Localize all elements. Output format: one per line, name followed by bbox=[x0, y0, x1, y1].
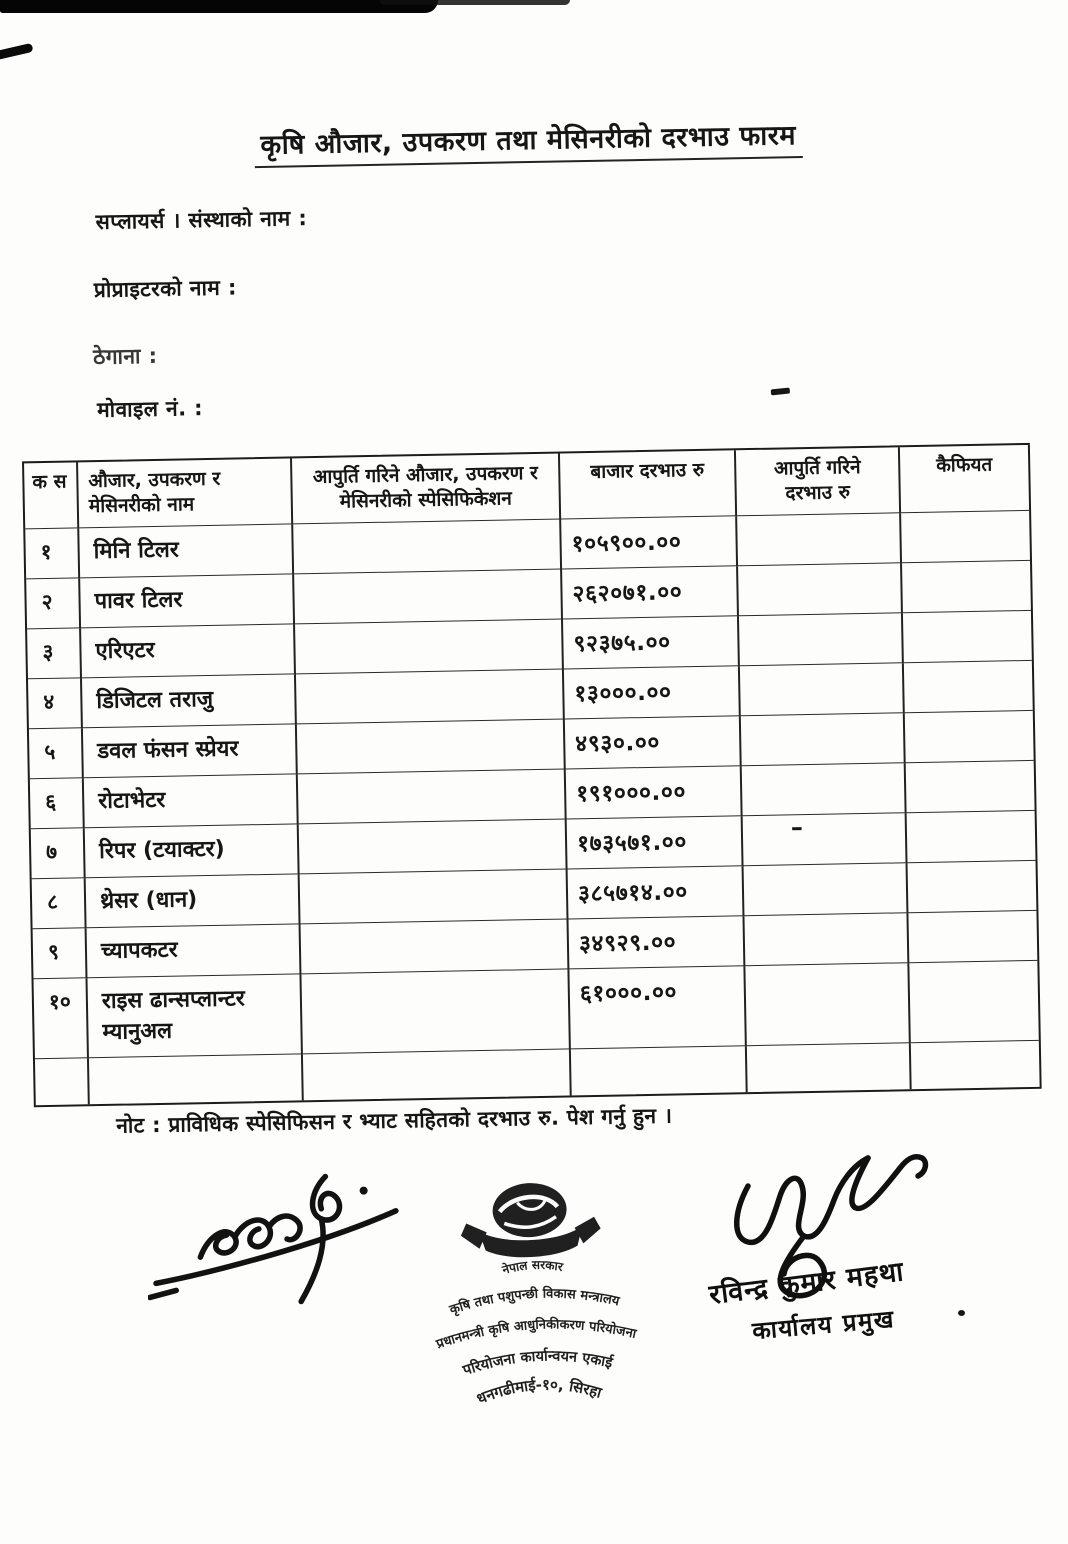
cell-item-name: डवल फंसन स्प्रेयर bbox=[83, 724, 298, 778]
cell-market-rate: ३८५७१४.०० bbox=[568, 866, 745, 919]
cell-remarks bbox=[909, 961, 1038, 1043]
nepal-emblem-icon bbox=[458, 1179, 602, 1260]
signatory-designation: कार्यालय प्रमुख bbox=[751, 1304, 896, 1346]
cell-item-name: डिजिटल तराजु bbox=[82, 674, 297, 728]
cell-market-rate: ४९३०.०० bbox=[565, 716, 742, 769]
cell-market-rate: १७३५७१.०० bbox=[567, 816, 744, 869]
cell-market-rate bbox=[571, 1046, 748, 1095]
cell-item-name: मिनि टिलर bbox=[79, 524, 294, 578]
cell-remarks bbox=[902, 561, 1031, 613]
cell-item-name: राइस ढान्सप्लान्टर म्यानुअल bbox=[87, 974, 302, 1058]
field-label-address: ठेगाना : bbox=[92, 343, 158, 370]
cell-serial bbox=[35, 1058, 90, 1105]
office-stamp bbox=[390, 1161, 679, 1427]
cell-supply-rate bbox=[742, 763, 907, 816]
cell-serial: ३ bbox=[27, 628, 82, 679]
cell-remarks bbox=[911, 1041, 1040, 1089]
field-label-proprietor-name: प्रोप्राइटरको नाम : bbox=[93, 275, 237, 303]
cell-item-name: एरिएटर bbox=[81, 624, 296, 678]
pen-mark bbox=[771, 387, 791, 395]
cell-spec bbox=[294, 570, 563, 625]
cell-supply-rate bbox=[744, 913, 909, 966]
column-header-market-rate: बाजार दरभाउ रु bbox=[560, 450, 737, 519]
cell-market-rate: १९१०००.०० bbox=[566, 766, 743, 819]
cell-item-name: पावर टिलर bbox=[80, 574, 295, 628]
svg-text:कृषि तथा पशुपन्छी विकास मन्त्र bbox=[446, 1281, 622, 1318]
scan-edge-artifact bbox=[0, 0, 438, 13]
column-header-remarks: कैफियत bbox=[900, 445, 1029, 513]
svg-text:प्रधानमन्त्री कृषि आधुनिकीकरण bbox=[433, 1312, 639, 1353]
cell-supply-rate bbox=[745, 963, 910, 1046]
cell-serial: ५ bbox=[29, 728, 84, 779]
cell-item-name bbox=[89, 1054, 304, 1104]
cell-supply-rate bbox=[737, 513, 902, 566]
cell-market-rate: ६१०००.०० bbox=[569, 966, 746, 1049]
cell-supply-rate bbox=[747, 1043, 912, 1092]
cell-spec bbox=[298, 769, 567, 824]
cell-serial: २ bbox=[26, 578, 81, 629]
cell-market-rate: ३४९२९.०० bbox=[568, 916, 745, 969]
ink-dot bbox=[958, 1310, 965, 1316]
stamp-line-3: प्रधानमन्त्री कृषि आधुनिकीकरण परियोजना bbox=[434, 1317, 638, 1353]
cell-spec bbox=[296, 669, 565, 724]
signatory-name: रविन्द्र कुमार महथा bbox=[707, 1256, 906, 1311]
stamp-line-4: परियोजना कार्यान्वयन एकाई bbox=[461, 1348, 614, 1380]
cell-spec bbox=[300, 869, 569, 924]
cell-spec bbox=[301, 969, 570, 1054]
cell-item-name: च्यापकटर bbox=[87, 924, 302, 978]
stamp-line-1: नेपाल सरकार bbox=[500, 1257, 565, 1278]
cell-spec bbox=[295, 619, 564, 674]
cell-spec bbox=[297, 719, 566, 774]
cell-serial: ७ bbox=[31, 828, 86, 879]
stamp-line-2: कृषि तथा पशुपन्छी विकास मन्त्रालय bbox=[447, 1286, 621, 1318]
cell-supply-rate bbox=[739, 613, 904, 666]
cell-spec bbox=[301, 919, 570, 974]
field-label-supplier-name: सप्लायर्स । संस्थाको नाम : bbox=[95, 206, 308, 234]
cell-serial: ४ bbox=[28, 678, 83, 729]
svg-text:नेपाल सरकार bbox=[499, 1256, 565, 1277]
cell-supply-rate bbox=[738, 563, 903, 616]
cell-supply-rate bbox=[741, 713, 906, 766]
column-header-item-name: औजार, उपकरण र मेसिनरीको नाम bbox=[78, 458, 293, 528]
cell-remarks bbox=[903, 611, 1032, 663]
svg-text:परियोजना कार्यान्वयन एकाई bbox=[459, 1343, 616, 1380]
signature-left bbox=[148, 1160, 410, 1312]
column-header-serial: क स bbox=[24, 462, 79, 529]
footer-note: नोट : प्राविधिक स्पेसिफिसन र भ्याट सहितको दरभाउ रु. पेश गर्नु हुन । bbox=[115, 1103, 673, 1138]
column-header-specification: आपुर्ति गरिने औजार, उपकरण र मेसिनरीको स्पेसिफिकेशन bbox=[292, 454, 561, 525]
cell-item-name: थ्रेसर (धान) bbox=[86, 874, 301, 928]
cell-serial: ९ bbox=[33, 928, 88, 979]
page-title: कृषि औजार, उपकरण तथा मेसिनरीको दरभाउ फारम bbox=[254, 115, 802, 168]
scan-edge-artifact-tail bbox=[380, 0, 570, 5]
cell-serial: १ bbox=[25, 528, 80, 579]
cell-market-rate: २६२०७१.०० bbox=[562, 566, 739, 619]
cell-supply-rate: – bbox=[743, 813, 908, 866]
cell-item-name: रोटाभेटर bbox=[84, 774, 299, 828]
cell-spec bbox=[299, 819, 568, 874]
cell-spec bbox=[303, 1049, 572, 1100]
cell-remarks bbox=[904, 661, 1033, 713]
cell-supply-rate bbox=[744, 863, 909, 916]
cell-spec bbox=[293, 520, 562, 575]
cell-remarks bbox=[901, 511, 1030, 563]
cell-market-rate: १३०००.०० bbox=[564, 666, 741, 719]
field-label-mobile-number: मोवाइल नं. : bbox=[96, 396, 204, 422]
cell-remarks bbox=[908, 911, 1037, 963]
stamp-line-5: धनगढीमाई-१०, सिरहा bbox=[474, 1375, 604, 1409]
svg-text:धनगढीमाई-१०, सिरहा bbox=[473, 1372, 605, 1408]
cell-serial: ६ bbox=[30, 778, 85, 829]
cell-market-rate: ९२३७५.०० bbox=[563, 616, 740, 669]
cell-item-name: रिपर (टयाक्टर) bbox=[85, 824, 300, 878]
column-header-supply-rate: आपुर्ति गरिने दरभाउ रु bbox=[736, 447, 901, 516]
cell-remarks bbox=[906, 761, 1035, 813]
cell-remarks bbox=[908, 861, 1037, 913]
cell-market-rate: १०५९००.०० bbox=[561, 516, 738, 569]
cell-serial: ८ bbox=[32, 878, 87, 929]
cell-remarks bbox=[905, 711, 1034, 763]
cell-serial: १० bbox=[34, 978, 89, 1059]
cell-remarks bbox=[907, 811, 1036, 863]
quotation-table bbox=[22, 443, 1042, 1107]
cell-supply-rate bbox=[740, 663, 905, 716]
